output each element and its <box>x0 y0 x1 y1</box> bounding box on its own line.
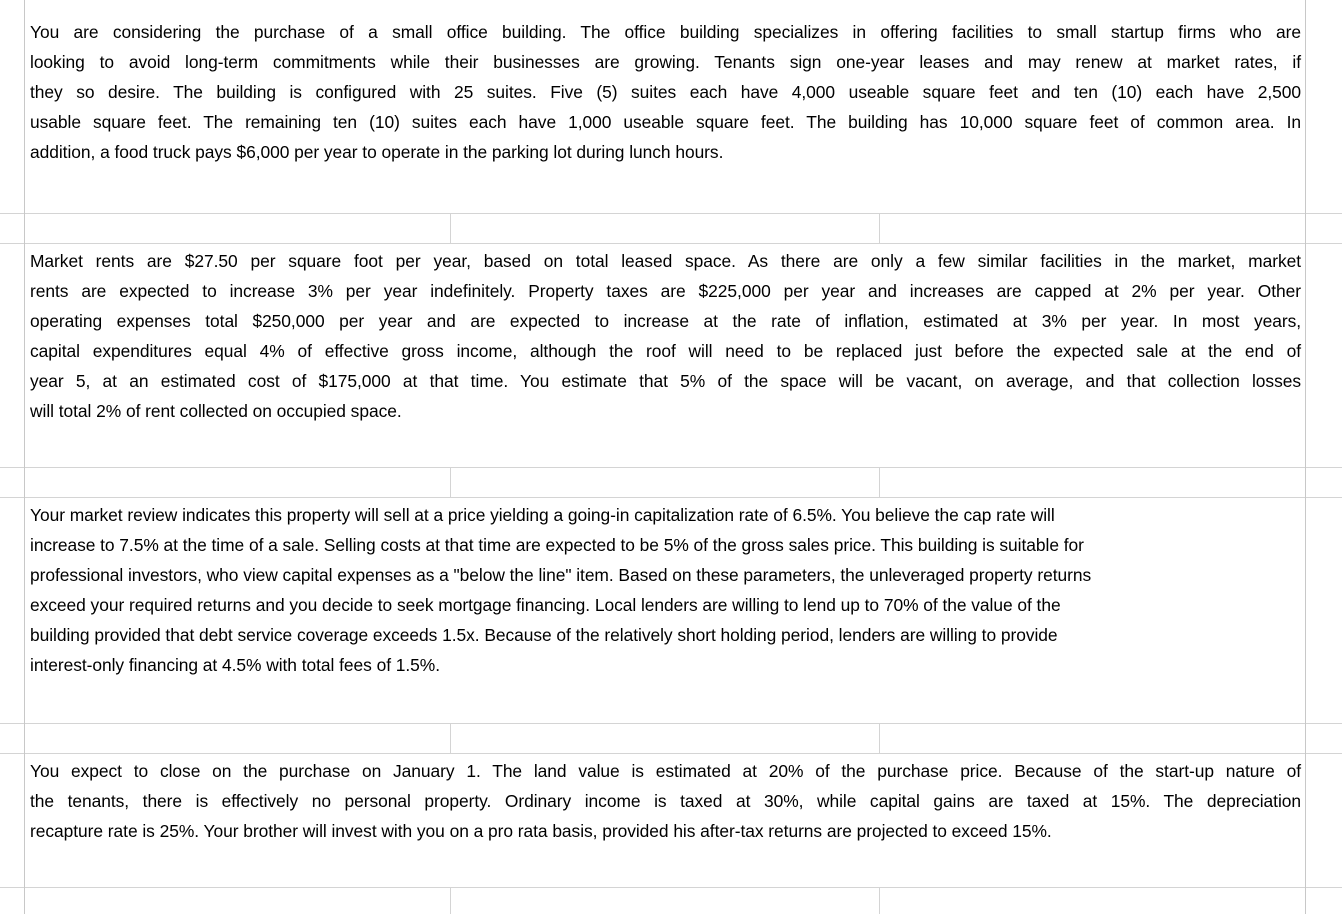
text-line: building provided that debt service coverage exceeds 1.5x. Because of the relatively short holding period, lenders are willing to provide <box>30 625 1058 646</box>
text-line: You expect to close on the purchase on January 1. The land value is estimated at 20% of the purchase price. Because of the start-up nature of <box>30 761 1301 781</box>
text-line: operating expenses total $250,000 per year and are expected to increase at the rate of inflation, estimated at 3% per year. In most years, <box>30 311 1301 332</box>
text-line: usable square feet. The remaining ten (10) suites each have 1,000 useable square feet. The building has 10,000 square feet of common area. In <box>30 112 1301 133</box>
grid-col-line <box>879 723 880 753</box>
paragraph-text <box>25 754 1305 846</box>
text-line: recapture rate is 25%. Your brother will invest with you on a pro rata basis, provided his after-tax returns are projected to exceed 15%. <box>30 821 1052 842</box>
text-line: looking to avoid long-term commitments while their businesses are growing. Tenants sign one-year leases and may renew at market rates, if <box>30 52 1301 73</box>
grid-col-line <box>450 887 451 914</box>
grid-col-line <box>450 723 451 753</box>
text-line: exceed your required returns and you decide to seek mortgage financing. Local lenders are willing to lend up to 70% of the value of the <box>30 595 1061 616</box>
text-line: Market rents are $27.50 per square foot per year, based on total leased space. As there are only a few similar facilities in the market, market <box>30 251 1301 271</box>
grid-row-line <box>0 723 1342 724</box>
text-line: Your market review indicates this property will sell at a price yielding a going-in capitalization rate of 6.5%. You believe the cap rate will <box>30 505 1055 525</box>
text-line: rents are expected to increase 3% per year indefinitely. Property taxes are $225,000 per year and increases are capped at 2% per year. Other <box>30 281 1301 302</box>
grid-col-line <box>879 213 880 243</box>
text-cell-financing[interactable] <box>24 498 1306 723</box>
text-line: the tenants, there is effectively no personal property. Ordinary income is taxed at 30%, while capital gains are taxed at 15%. The depreciation <box>30 791 1301 812</box>
text-line: interest-only financing at 4.5% with total fees of 1.5%. <box>30 655 440 676</box>
text-line: You are considering the purchase of a small office building. The office building specializes in offering facilities to small startup firms who are <box>30 22 1301 42</box>
text-line: year 5, at an estimated cost of $175,000 at that time. You estimate that 5% of the space will be vacant, on average, and that collection losses <box>30 371 1301 392</box>
grid-row-line <box>0 213 1342 214</box>
text-line: addition, a food truck pays $6,000 per year to operate in the parking lot during lunch hours. <box>30 142 724 163</box>
text-line: will total 2% of rent collected on occupied space. <box>30 401 402 422</box>
text-line: they so desire. The building is configured with 25 suites. Five (5) suites each have 4,000 useable square feet and ten (10) each have 2,500 <box>30 82 1301 103</box>
text-line: capital expenditures equal 4% of effective gross income, although the roof will need to be replaced just before the expected sale at the end of <box>30 341 1301 362</box>
text-cell-tax-assumptions[interactable] <box>24 754 1306 887</box>
grid-row-line <box>0 467 1342 468</box>
text-cell-property-description[interactable] <box>24 0 1306 213</box>
paragraph-text <box>25 498 1305 681</box>
grid-col-line <box>879 467 880 497</box>
grid-col-line <box>879 887 880 914</box>
grid-col-line <box>450 213 451 243</box>
grid-row-line <box>0 887 1342 888</box>
paragraph-text <box>25 244 1305 427</box>
text-line: professional investors, who view capital expenses as a "below the line" item. Based on these parameters, the unleveraged property returns <box>30 565 1092 586</box>
grid-col-line <box>450 467 451 497</box>
text-line: increase to 7.5% at the time of a sale. Selling costs at that time are expected to be 5% of the gross sales price. This building is suitable for <box>30 535 1084 556</box>
paragraph-text <box>25 0 1305 167</box>
text-cell-market-rents[interactable] <box>24 244 1306 467</box>
